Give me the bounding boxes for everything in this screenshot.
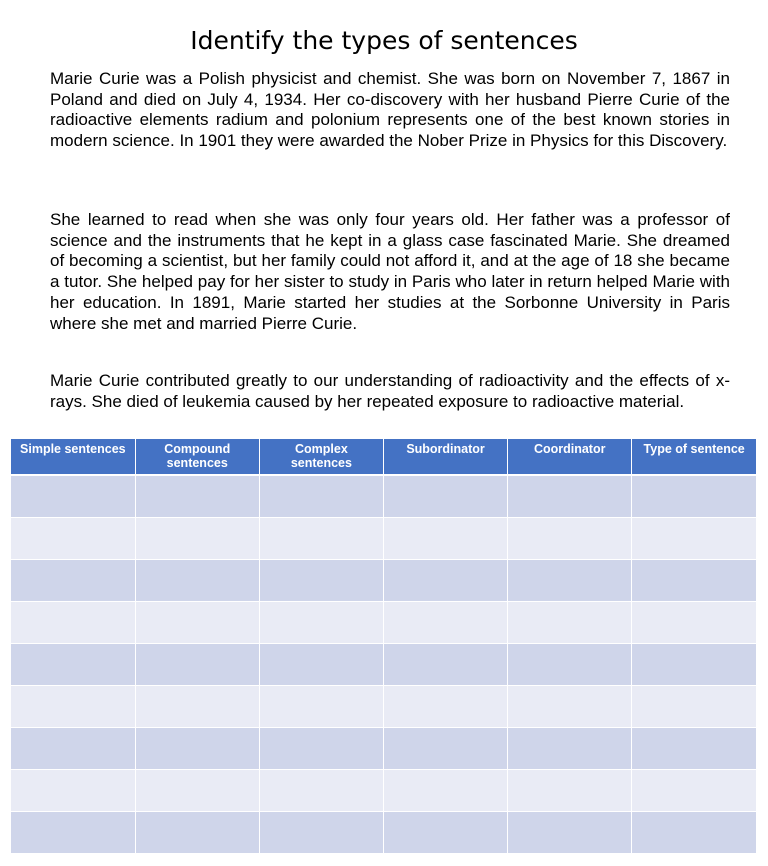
paragraph-2: She learned to read when she was only four years old. Her father was a professor of science and the instruments that he kept in a glass case fascinated Marie. She dreamed of becoming a scientist, but her family could not afford it, and at the age of 18 she became a tutor. She helped pay for her sister to study in Paris who later in return helped Marie with her education. In 1891, Marie started her studies at the Sorbonne University in Paris where she met and married Pierre Curie.: [50, 210, 730, 333]
table-cell[interactable]: [11, 601, 135, 643]
table-cell[interactable]: [383, 559, 507, 601]
table-row: [11, 811, 756, 853]
table-cell[interactable]: [135, 811, 259, 853]
table-cell[interactable]: [259, 643, 383, 685]
table-cell[interactable]: [632, 517, 756, 559]
table-cell[interactable]: [632, 811, 756, 853]
page-title: Identify the types of sentences: [190, 26, 578, 55]
table-cell[interactable]: [135, 475, 259, 517]
table-cell[interactable]: [259, 517, 383, 559]
table-cell[interactable]: [632, 601, 756, 643]
header-complex-sentences: Complex sentences: [259, 439, 383, 475]
table-row: [11, 769, 756, 811]
table-cell[interactable]: [508, 727, 632, 769]
table-cell[interactable]: [508, 811, 632, 853]
paragraph-3: Marie Curie contributed greatly to our understanding of radioactivity and the effects of x-rays. She died of leukemia caused by her repeated exposure to radioactive material.: [50, 371, 730, 411]
table-cell[interactable]: [383, 727, 507, 769]
table-cell[interactable]: [11, 517, 135, 559]
table-cell[interactable]: [259, 727, 383, 769]
table-cell[interactable]: [632, 643, 756, 685]
table-row: [11, 559, 756, 601]
table-cell[interactable]: [135, 601, 259, 643]
table-cell[interactable]: [259, 601, 383, 643]
table-cell[interactable]: [259, 769, 383, 811]
header-coordinator: Coordinator: [508, 439, 632, 475]
table-cell[interactable]: [259, 475, 383, 517]
table-cell[interactable]: [508, 769, 632, 811]
table-cell[interactable]: [508, 475, 632, 517]
table-cell[interactable]: [135, 685, 259, 727]
table-cell[interactable]: [135, 769, 259, 811]
table-cell[interactable]: [259, 811, 383, 853]
table-cell[interactable]: [383, 685, 507, 727]
table-cell[interactable]: [11, 643, 135, 685]
table-cell[interactable]: [135, 727, 259, 769]
table-cell[interactable]: [135, 643, 259, 685]
header-type-of-sentence: Type of sentence: [632, 439, 756, 475]
table-cell[interactable]: [632, 559, 756, 601]
table-cell[interactable]: [508, 517, 632, 559]
table-row: [11, 601, 756, 643]
table-cell[interactable]: [508, 685, 632, 727]
table-cell[interactable]: [632, 727, 756, 769]
table-row: [11, 475, 756, 517]
table-row: [11, 727, 756, 769]
table-cell[interactable]: [383, 643, 507, 685]
table-cell[interactable]: [508, 643, 632, 685]
table-cell[interactable]: [11, 811, 135, 853]
sentence-types-table: [11, 439, 756, 854]
table-cell[interactable]: [11, 769, 135, 811]
table-row: [11, 517, 756, 559]
table-cell[interactable]: [11, 685, 135, 727]
table-cell[interactable]: [259, 559, 383, 601]
paragraph-1: Marie Curie was a Polish physicist and chemist. She was born on November 7, 1867 in Poland and died on July 4, 1934. Her co-discovery with her husband Pierre Curie of the radioactive elements radium and polonium represents one of the best known stories in modern science. In 1901 they were awarded the Nober Prize in Physics for this Discovery.: [50, 69, 730, 151]
header-subordinator: Subordinator: [383, 439, 507, 475]
table-cell[interactable]: [135, 559, 259, 601]
table-row: [11, 685, 756, 727]
table-cell[interactable]: [383, 601, 507, 643]
table-cell[interactable]: [632, 769, 756, 811]
table-cell[interactable]: [632, 475, 756, 517]
header-compound-sentences: Compound sentences: [135, 439, 259, 475]
table-cell[interactable]: [383, 517, 507, 559]
table-cell[interactable]: [632, 685, 756, 727]
table-cell[interactable]: [508, 559, 632, 601]
table-cell[interactable]: [508, 601, 632, 643]
header-simple-sentences: Simple sentences: [11, 439, 135, 475]
table-cell[interactable]: [11, 475, 135, 517]
table-header-row: [11, 439, 756, 475]
table-row: [11, 643, 756, 685]
table-cell[interactable]: [135, 517, 259, 559]
table-cell[interactable]: [383, 769, 507, 811]
table-body: [11, 475, 756, 853]
table-cell[interactable]: [383, 811, 507, 853]
table-cell[interactable]: [259, 685, 383, 727]
table-cell[interactable]: [383, 475, 507, 517]
table-cell[interactable]: [11, 727, 135, 769]
table-cell[interactable]: [11, 559, 135, 601]
